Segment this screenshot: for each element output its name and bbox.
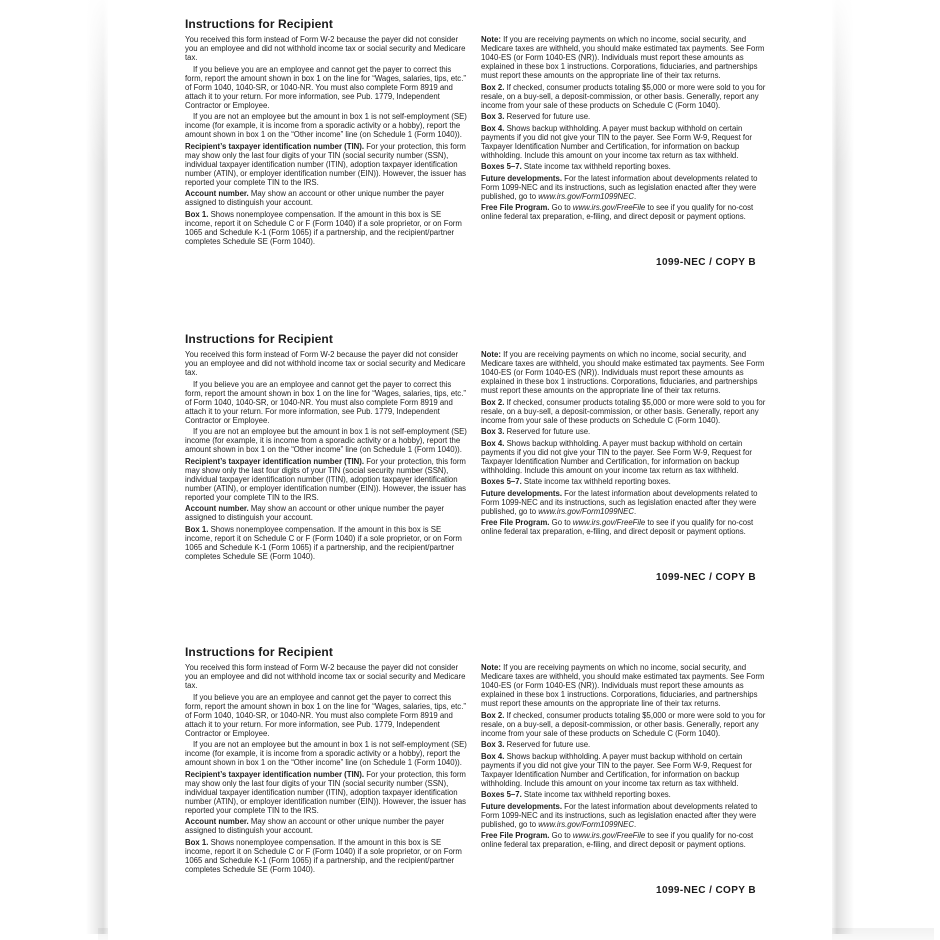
instruction-paragraph: Boxes 5–7. State income tax withheld reporting boxes. [481,790,671,799]
instructions-left-column [185,35,468,248]
instruction-paragraph: Note: If you are receiving payments on which no income, social security, and Medicare taxes are withheld, you should make estimated tax payments. See Form 1040-ES (or Form 1040-ES (NR)). Individuals must report these amounts as explained in these box 1 instructions. Corporations, fiduciaries, and partnerships must report these amounts on the appropriate line of their tax returns. [481,663,765,708]
instructions-left-column [185,350,468,563]
instruction-paragraph: Note: If you are receiving payments on which no income, social security, and Medicare taxes are withheld, you should make estimated tax payments. See Form 1040-ES (or Form 1040-ES (NR)). Individuals must report these amounts as explained in these box 1 instructions. Corporations, fiduciaries, and partnerships must report these amounts on the appropriate line of their tax returns. [481,350,765,395]
instruction-paragraph: Future developments. For the latest information about developments related to Form 1099-NEC and its instructions, such as legislation enacted after they were published, go to www.irs.gov/Form1099NEC. [481,173,758,201]
instruction-paragraph: Box 2. If checked, consumer products totaling $5,000 or more were sold to you for resale, on a buy-sell, a deposit-commission, or other basis. Generally, report any income from your sale of these products on Schedule C (Form 1040). [481,82,766,110]
instruction-paragraph: Box 2. If checked, consumer products totaling $5,000 or more were sold to you for resale, on a buy-sell, a deposit-commission, or other basis. Generally, report any income from your sale of these products on Schedule C (Form 1040). [481,397,766,425]
page-edge-shadow-fade-left [86,0,108,170]
form-type-label: 1099-NEC / COPY B [656,572,756,583]
instruction-paragraph: Account number. May show an account or other unique number the payer assigned to distinguish your account. [185,504,445,522]
instruction-paragraph: Future developments. For the latest information about developments related to Form 1099-NEC and its instructions, such as legislation enacted after they were published, go to www.irs.gov/Form1099NEC. [481,801,758,829]
instruction-paragraph: If you are not an employee but the amount in box 1 is not self-employment (SE) income (for example, it is income from a sporadic activity or a hobby), report the amount shown in box 1 on the “Other income” line (on Schedule 1 (Form 1040)). [185,740,467,767]
instructions-title: Instructions for Recipient [185,332,333,346]
instruction-paragraph: Box 1. Shows nonemployee compensation. If the amount in this box is SE income, report it on Schedule C or F (Form 1040) if a sole proprietor, or on Form 1065 and Schedule K-1 (Form 1065) if a partnership, and the recipient/partner completes Schedule SE (Form 1040). [185,209,462,246]
form-type-label: 1099-NEC / COPY B [656,885,756,896]
form-sheet [108,0,832,940]
instructions-title: Instructions for Recipient [185,17,333,31]
instruction-paragraph: If you believe you are an employee and cannot get the payer to correct this form, report the amount shown in box 1 on the line for “Wages, salaries, tips, etc.” of Form 1040, 1040-SR, or 1040-NR. You must also complete Form 8919 and attach it to your return. For more information, see Pub. 1779, Independent Contractor or Employee. [185,64,466,110]
instruction-paragraph: Box 4. Shows backup withholding. A payer must backup withhold on certain payments if you did not give your TIN to the payer. See Form W-9, Request for Taxpayer Identification Number and Certification, for information on backup withholding. Include this amount on your income tax return as tax withheld. [481,438,752,475]
instruction-paragraph: Recipient’s taxpayer identification number (TIN). For your protection, this form may show only the last four digits of your TIN (social security number (SSN), individual taxpayer identification number (ITIN), adoption taxpayer identification number (ATIN), or employer identification number (EIN)). However, the issuer has reported your complete TIN to the IRS. [185,456,467,502]
instruction-paragraph: Free File Program. Go to www.irs.gov/FreeFile to see if you qualify for no-cost online federal tax preparation, e-filing, and direct deposit or payment options. [481,518,754,536]
instruction-paragraph: Recipient’s taxpayer identification number (TIN). For your protection, this form may show only the last four digits of your TIN (social security number (SSN), individual taxpayer identification number (ITIN), adoption taxpayer identification number (ATIN), or employer identification number (EIN)). However, the issuer has reported your complete TIN to the IRS. [185,769,467,815]
instructions-title: Instructions for Recipient [185,645,333,659]
instructions-right-column [481,350,770,563]
instruction-paragraph: Box 3. Reserved for future use. [481,740,591,749]
instruction-paragraph: Boxes 5–7. State income tax withheld reporting boxes. [481,162,671,171]
instruction-paragraph: If you believe you are an employee and cannot get the payer to correct this form, report the amount shown in box 1 on the line for “Wages, salaries, tips, etc.” of Form 1040, 1040-SR, or 1040-NR. You must also complete Form 8919 and attach it to your return. For more information, see Pub. 1779, Independent Contractor or Employee. [185,692,466,738]
instruction-paragraph: Box 3. Reserved for future use. [481,427,591,436]
instructions-block [185,17,770,329]
instruction-paragraph: Box 1. Shows nonemployee compensation. If the amount in this box is SE income, report it on Schedule C or F (Form 1040) if a sole proprietor, or on Form 1065 and Schedule K-1 (Form 1065) if a partnership, and the recipient/partner completes Schedule SE (Form 1040). [185,837,462,874]
instructions-columns [185,350,770,563]
instruction-paragraph: Future developments. For the latest information about developments related to Form 1099-NEC and its instructions, such as legislation enacted after they were published, go to www.irs.gov/Form1099NEC. [481,488,758,516]
instruction-paragraph: Box 4. Shows backup withholding. A payer must backup withhold on certain payments if you did not give your TIN to the payer. See Form W-9, Request for Taxpayer Identification Number and Certification, for information on backup withholding. Include this amount on your income tax return as tax withheld. [481,123,752,160]
instruction-paragraph: Account number. May show an account or other unique number the payer assigned to distinguish your account. [185,817,445,835]
instructions-block [185,332,770,644]
instruction-paragraph: Account number. May show an account or other unique number the payer assigned to distinguish your account. [185,189,445,207]
instruction-paragraph: Boxes 5–7. State income tax withheld reporting boxes. [481,477,671,486]
instructions-block [185,645,770,940]
instruction-paragraph: If you are not an employee but the amount in box 1 is not self-employment (SE) income (for example, it is income from a sporadic activity or a hobby), report the amount shown in box 1 on the “Other income” line (on Schedule 1 (Form 1040)). [185,427,467,454]
instructions-right-column [481,663,770,876]
instruction-paragraph: You received this form instead of Form W-2 because the payer did not consider you an employee and did not withhold income tax or social security and Medicare tax. [185,350,466,377]
instruction-paragraph: Recipient’s taxpayer identification number (TIN). For your protection, this form may show only the last four digits of your TIN (social security number (SSN), individual taxpayer identification number (ITIN), adoption taxpayer identification number (ATIN), or employer identification number (EIN)). However, the issuer has reported your complete TIN to the IRS. [185,141,467,187]
instructions-columns [185,35,770,248]
instruction-paragraph: You received this form instead of Form W-2 because the payer did not consider you an employee and did not withhold income tax or social security and Medicare tax. [185,35,466,62]
page-edge-shadow-fade-right [832,0,854,170]
instruction-paragraph: Box 3. Reserved for future use. [481,112,591,121]
instruction-paragraph: You received this form instead of Form W-2 because the payer did not consider you an employee and did not withhold income tax or social security and Medicare tax. [185,663,466,690]
instruction-paragraph: Free File Program. Go to www.irs.gov/FreeFile to see if you qualify for no-cost online federal tax preparation, e-filing, and direct deposit or payment options. [481,203,754,221]
instructions-right-column [481,35,770,248]
instruction-paragraph: Note: If you are receiving payments on which no income, social security, and Medicare taxes are withheld, you should make estimated tax payments. See Form 1040-ES (or Form 1040-ES (NR)). Individuals must report these amounts as explained in these box 1 instructions. Corporations, fiduciaries, and partnerships must report these amounts on the appropriate line of their tax returns. [481,35,765,80]
instruction-paragraph: Box 2. If checked, consumer products totaling $5,000 or more were sold to you for resale, on a buy-sell, a deposit-commission, or other basis. Generally, report any income from your sale of these products on Schedule C (Form 1040). [481,710,766,738]
instructions-columns [185,663,770,876]
instruction-paragraph: If you believe you are an employee and cannot get the payer to correct this form, report the amount shown in box 1 on the line for “Wages, salaries, tips, etc.” of Form 1040, 1040-SR, or 1040-NR. You must also complete Form 8919 and attach it to your return. For more information, see Pub. 1779, Independent Contractor or Employee. [185,379,466,425]
instruction-paragraph: Free File Program. Go to www.irs.gov/FreeFile to see if you qualify for no-cost online federal tax preparation, e-filing, and direct deposit or payment options. [481,831,754,849]
instruction-paragraph: If you are not an employee but the amount in box 1 is not self-employment (SE) income (for example, it is income from a sporadic activity or a hobby), report the amount shown in box 1 on the “Other income” line (on Schedule 1 (Form 1040)). [185,112,467,139]
form-type-label: 1099-NEC / COPY B [656,257,756,268]
instructions-left-column [185,663,468,876]
instruction-paragraph: Box 4. Shows backup withholding. A payer must backup withhold on certain payments if you did not give your TIN to the payer. See Form W-9, Request for Taxpayer Identification Number and Certification, for information on backup withholding. Include this amount on your income tax return as tax withheld. [481,751,752,788]
instruction-paragraph: Box 1. Shows nonemployee compensation. If the amount in this box is SE income, report it on Schedule C or F (Form 1040) if a sole proprietor, or on Form 1065 and Schedule K-1 (Form 1065) if a partnership, and the recipient/partner completes Schedule SE (Form 1040). [185,524,462,561]
